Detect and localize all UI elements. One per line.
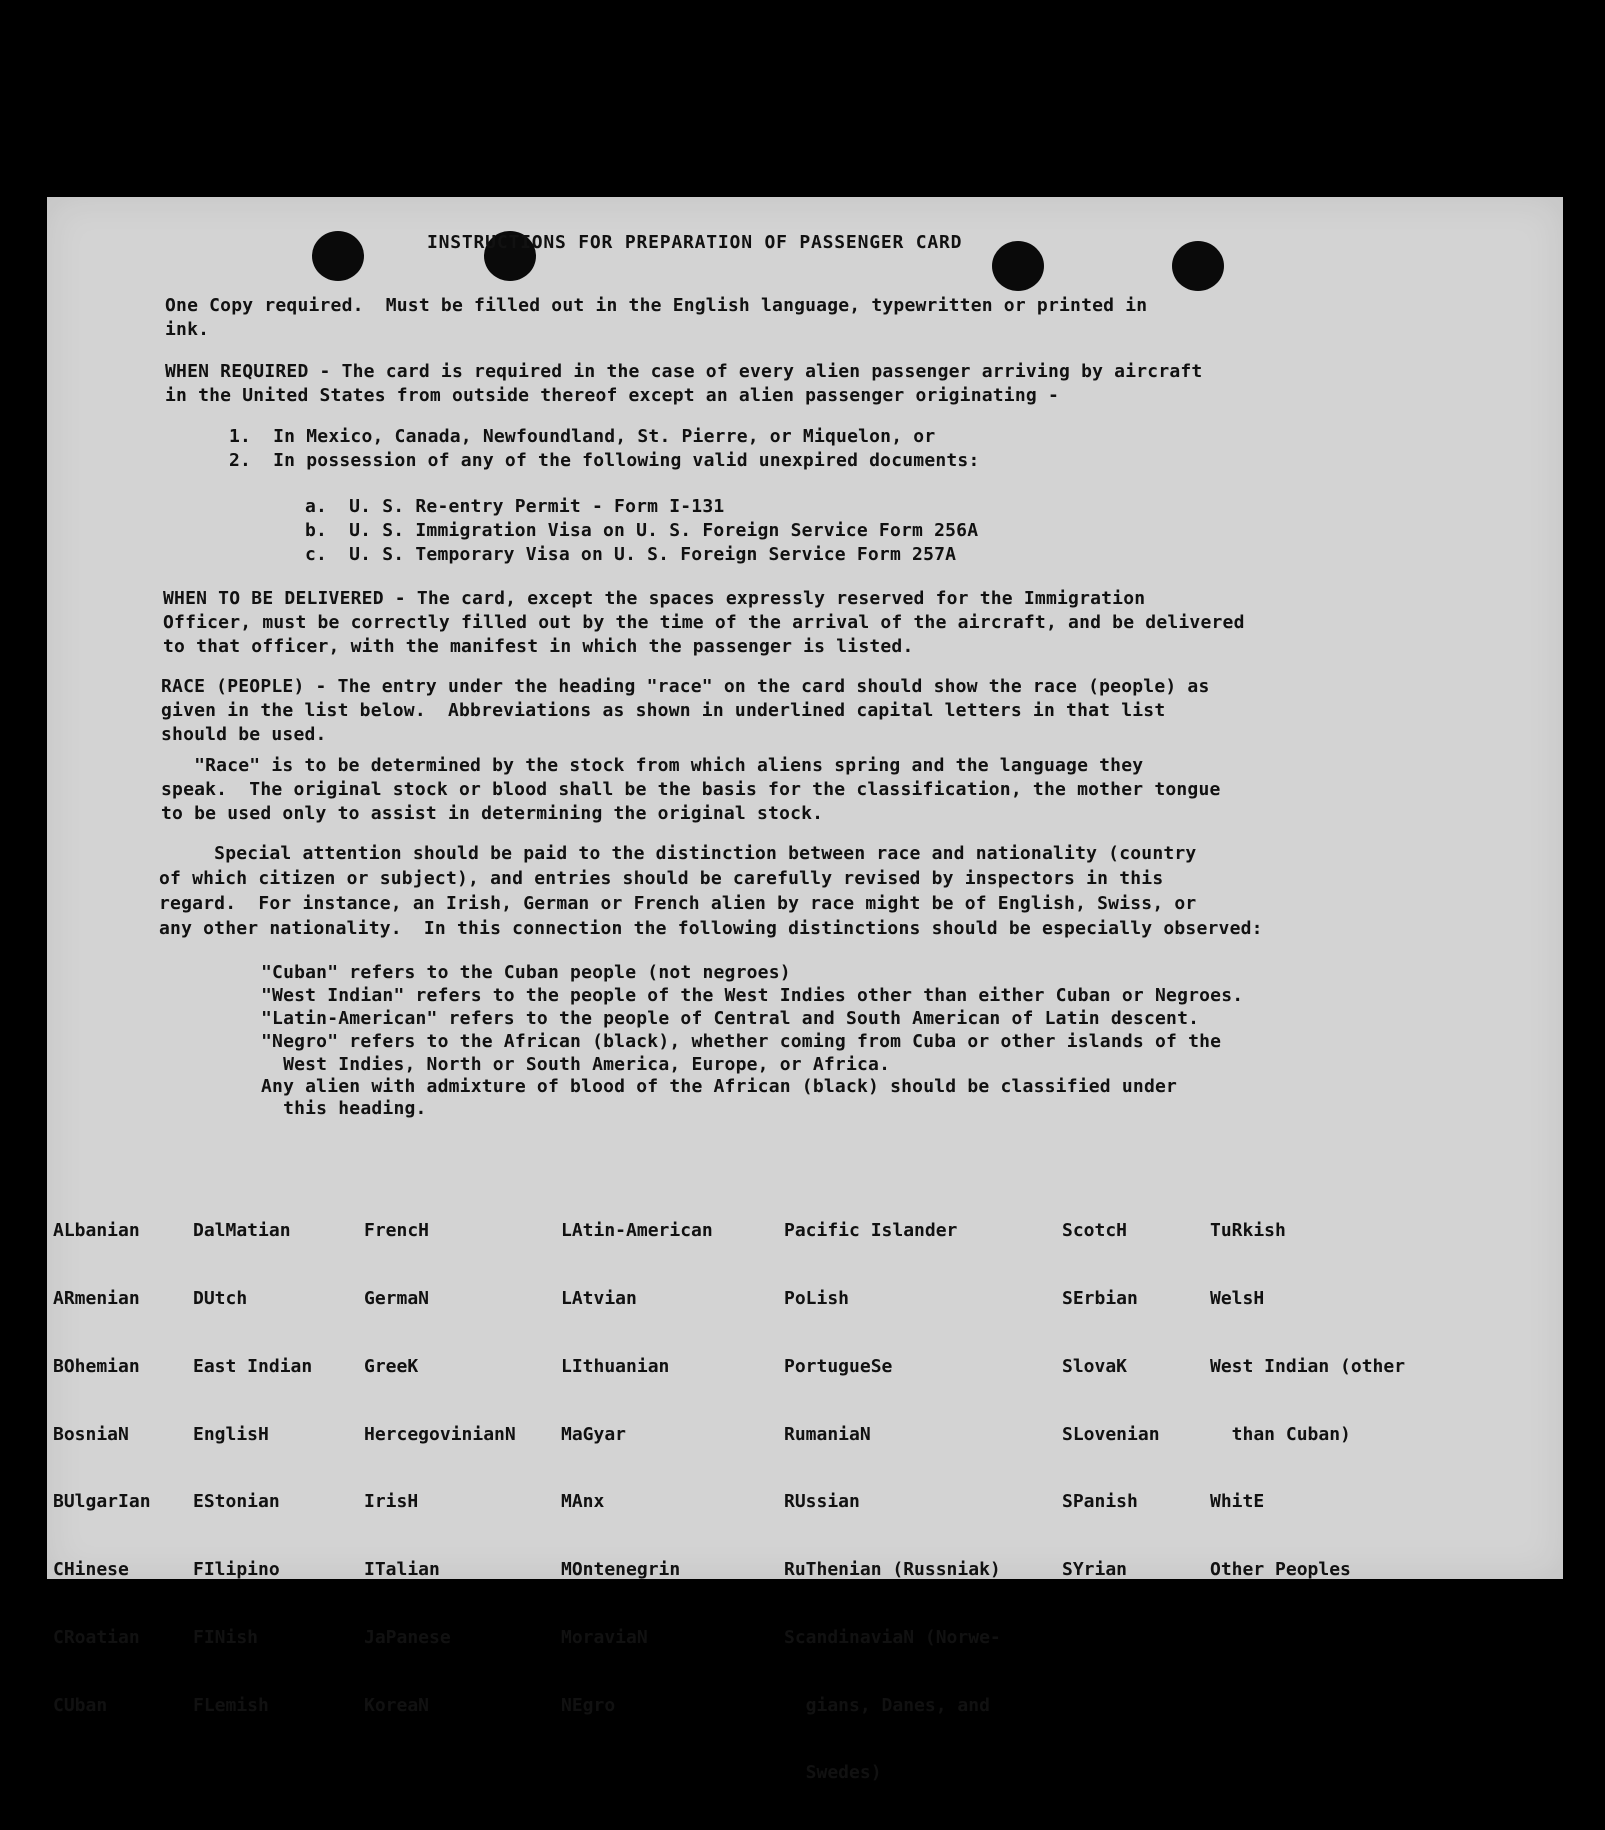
race-item: FINish — [193, 1626, 259, 1648]
race-item: GreeK — [364, 1355, 419, 1377]
race-definition-line: speak. The original stock or blood shall be the basis for the classification, the mother tongue — [161, 779, 1221, 800]
race-item: ITalian — [364, 1559, 440, 1581]
race-column-3 — [364, 1175, 516, 1762]
when-delivered-line: Officer, must be correctly filled out by the time of the arrival of the aircraft, and be delivered — [163, 612, 1245, 633]
special-attention-line: any other nationality. In this connection the following distinctions should be especially observed: — [159, 918, 1263, 939]
distinction-line: West Indies, North or South America, Europe, or Africa. — [261, 1054, 891, 1075]
race-item: BOhemian — [53, 1355, 140, 1377]
race-item: ScotcH — [1062, 1220, 1128, 1242]
intro-line: One Copy required. Must be filled out in the English language, typewritten or printed in — [165, 295, 1148, 316]
race-item: JaPanese — [364, 1626, 451, 1648]
distinction-line: "Latin-American" refers to the people of Central and South American of Latin descent. — [261, 1008, 1200, 1029]
race-item: FrencH — [364, 1220, 430, 1242]
race-item: EStonian — [193, 1491, 280, 1513]
intro-line: ink. — [165, 319, 210, 340]
race-column-6 — [1062, 1175, 1160, 1627]
race-item: West Indian (other — [1210, 1355, 1406, 1377]
punch-hole-3 — [992, 241, 1044, 291]
numbered-item: 2. In possession of any of the following valid unexpired documents: — [229, 450, 980, 471]
race-item: HercegovinianN — [364, 1423, 516, 1445]
race-item: RUssian — [784, 1491, 860, 1513]
numbered-item: 1. In Mexico, Canada, Newfoundland, St. Pierre, or Miquelon, or — [229, 426, 936, 447]
special-attention-line: of which citizen or subject), and entries should be carefully revised by inspectors in this — [159, 868, 1164, 889]
race-item: ScandinaviaN (Norwe- — [784, 1626, 1001, 1648]
race-item: MaGyar — [561, 1423, 627, 1445]
race-item: WhitE — [1210, 1491, 1265, 1513]
race-item: FIlipino — [193, 1559, 280, 1581]
race-item: BUlgarIan — [53, 1491, 151, 1513]
race-item: PoLish — [784, 1287, 850, 1309]
race-item: KoreaN — [364, 1694, 430, 1716]
distinction-line: "West Indian" refers to the people of the West Indies other than either Cuban or Negroes. — [261, 985, 1244, 1006]
race-item: LAtin-American — [561, 1220, 713, 1242]
passenger-card-sheet — [47, 197, 1563, 1784]
when-delivered-line: WHEN TO BE DELIVERED - The card, except the spaces expressly reserved for the Immigration — [163, 588, 1146, 609]
race-item: ARmenian — [53, 1287, 140, 1309]
race-item: NEgro — [561, 1694, 616, 1716]
special-attention-line: Special attention should be paid to the distinction between race and nationality (country — [159, 843, 1197, 864]
distinction-line: "Cuban" refers to the Cuban people (not negroes) — [261, 962, 791, 983]
race-item: RuThenian (Russniak) — [784, 1559, 1001, 1581]
race-item: SLovenian — [1062, 1423, 1160, 1445]
document-item: b. U. S. Immigration Visa on U. S. Foreign Service Form 256A — [305, 520, 979, 541]
race-column-7 — [1210, 1175, 1405, 1627]
race-column-5 — [784, 1175, 1001, 1830]
race-item: PortugueSe — [784, 1355, 893, 1377]
race-column-1 — [53, 1175, 151, 1762]
race-item: Pacific Islander — [784, 1220, 958, 1242]
race-people-line: RACE (PEOPLE) - The entry under the heading "race" on the card should show the race (people) as — [161, 676, 1210, 697]
race-item: MoraviaN — [561, 1626, 648, 1648]
race-item: SYrian — [1062, 1559, 1128, 1581]
when-delivered-line: to that officer, with the manifest in which the passenger is listed. — [163, 636, 914, 657]
race-item: CRoatian — [53, 1626, 140, 1648]
race-item: IrisH — [364, 1491, 419, 1513]
race-item: WelsH — [1210, 1287, 1265, 1309]
race-column-4 — [561, 1175, 713, 1762]
race-column-2 — [193, 1175, 312, 1762]
distinction-line: Any alien with admixture of blood of the African (black) should be classified under — [261, 1076, 1178, 1097]
when-required-line: in the United States from outside thereof except an alien passenger originating - — [165, 385, 1059, 406]
race-item: DalMatian — [193, 1220, 291, 1242]
race-item: MOntenegrin — [561, 1559, 681, 1581]
race-item: East Indian — [193, 1355, 313, 1377]
race-definition-line: "Race" is to be determined by the stock from which aliens spring and the language they — [161, 755, 1144, 776]
distinction-line: this heading. — [261, 1098, 427, 1119]
race-item: BosniaN — [53, 1423, 129, 1445]
race-item: CHinese — [53, 1559, 129, 1581]
race-item: CUban — [53, 1694, 108, 1716]
distinction-line: "Negro" refers to the African (black), whether coming from Cuba or other islands of the — [261, 1031, 1222, 1052]
race-item: EnglisH — [193, 1423, 269, 1445]
race-item: LAtvian — [561, 1287, 637, 1309]
punch-hole-4 — [1172, 241, 1224, 291]
race-item: LIthuanian — [561, 1355, 670, 1377]
punch-hole-1 — [312, 231, 364, 281]
race-definition-line: to be used only to assist in determining the original stock. — [161, 803, 824, 824]
race-people-line: should be used. — [161, 724, 327, 745]
race-item: DUtch — [193, 1287, 248, 1309]
race-item: Swedes) — [784, 1762, 882, 1784]
race-people-line: given in the list below. Abbreviations as shown in underlined capital letters in that list — [161, 700, 1166, 721]
race-item: Other Peoples — [1210, 1559, 1351, 1581]
race-item: GermaN — [364, 1287, 430, 1309]
document-item: c. U. S. Temporary Visa on U. S. Foreign Service Form 257A — [305, 544, 957, 565]
race-item: MAnx — [561, 1491, 605, 1513]
document-item: a. U. S. Re-entry Permit - Form I-131 — [305, 496, 725, 517]
race-item: than Cuban) — [1210, 1423, 1351, 1445]
race-item: gians, Danes, and — [784, 1694, 990, 1716]
document-title: INSTRUCTIONS FOR PREPARATION OF PASSENGER CARD — [427, 232, 963, 253]
race-item: SErbian — [1062, 1287, 1138, 1309]
when-required-line: WHEN REQUIRED - The card is required in the case of every alien passenger arriving by aircraft — [165, 361, 1203, 382]
special-attention-line: regard. For instance, an Irish, German or French alien by race might be of English, Swiss, or — [159, 893, 1197, 914]
race-item: SPanish — [1062, 1491, 1138, 1513]
race-item: SlovaK — [1062, 1355, 1128, 1377]
race-item: FLemish — [193, 1694, 269, 1716]
race-item: ALbanian — [53, 1220, 140, 1242]
race-item: TuRkish — [1210, 1220, 1286, 1242]
race-item: RumaniaN — [784, 1423, 871, 1445]
